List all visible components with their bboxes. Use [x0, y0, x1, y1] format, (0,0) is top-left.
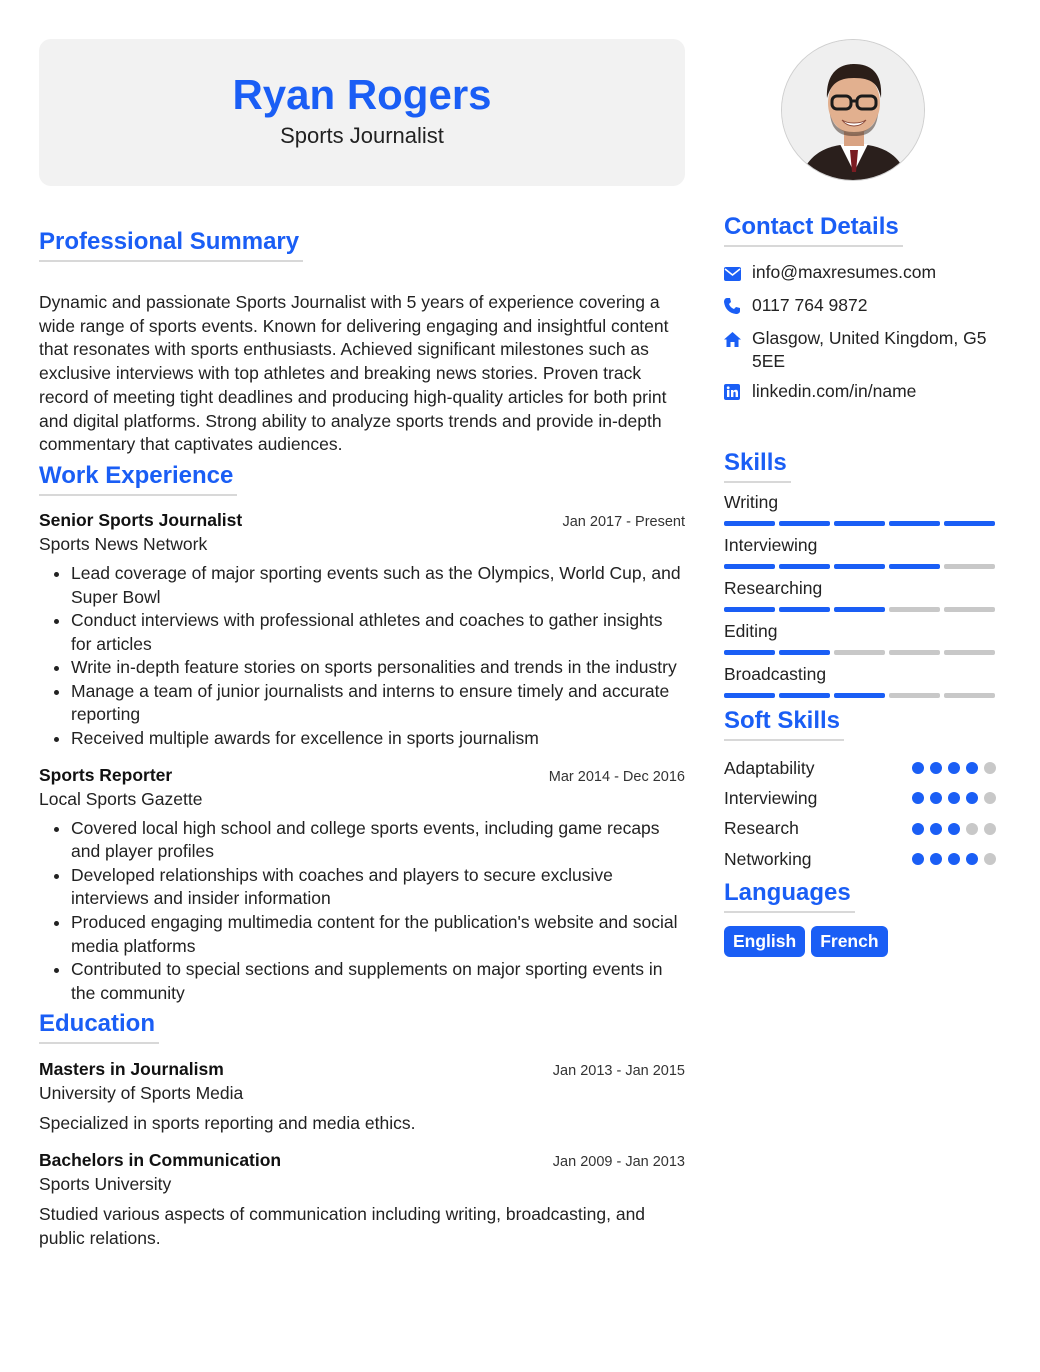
- candidate-name: Ryan Rogers: [232, 71, 492, 118]
- soft-skill-name: Adaptability: [724, 757, 815, 778]
- skill-item: [724, 534, 1004, 569]
- rating-dot: [984, 762, 996, 774]
- rating-dot: [930, 762, 942, 774]
- soft-skill-item: [724, 844, 1004, 874]
- job-bullet: • Lead coverage of major sporting events such as the Olympics, World Cup, and Super Bowl: [71, 562, 685, 609]
- skill-level-segment: [834, 693, 885, 698]
- skill-level-segment: [944, 564, 995, 569]
- skill-name: Broadcasting: [724, 664, 827, 684]
- education-degree: Bachelors in Communication: [39, 1150, 282, 1171]
- job-bullet: • Contributed to special sections and supplements on major sporting events in the community: [71, 958, 685, 1005]
- skill-level-segment: [889, 521, 940, 526]
- language-chip: English: [724, 926, 805, 957]
- skill-level-segment: [834, 564, 885, 569]
- skill-name: Editing: [724, 621, 778, 641]
- skill-level-segment: [779, 650, 830, 655]
- rating-dot: [966, 823, 978, 835]
- rating-dot: [984, 792, 996, 804]
- envelope-icon: [724, 261, 752, 287]
- soft-skill-item: [724, 814, 1004, 844]
- job-bullet: • Conduct interviews with professional athletes and coaches to gather insights for articles: [71, 609, 685, 656]
- job-bullet: • Received multiple awards for excellence in sports journalism: [71, 727, 685, 751]
- skill-name: Researching: [724, 578, 823, 598]
- skill-level-segment: [944, 650, 995, 655]
- education-dates: Jan 2013 - Jan 2015: [552, 1063, 685, 1080]
- rating-dot: [948, 853, 960, 865]
- job-role: Senior Sports Journalist: [39, 509, 243, 530]
- education-entry: [39, 1057, 685, 1135]
- contact-linkedin-text: linkedin.com/in/name: [752, 381, 917, 401]
- person-illustration: [782, 40, 925, 181]
- soft-skill-rating: [912, 823, 1002, 835]
- skill-level-segment: [724, 521, 775, 526]
- skill-level-bar: [724, 650, 1004, 655]
- job-organization: Local Sports Gazette: [39, 788, 203, 809]
- skill-level-segment: [834, 650, 885, 655]
- skill-level-segment: [889, 650, 940, 655]
- soft-skills-list: [724, 753, 1004, 874]
- skill-level-segment: [724, 650, 775, 655]
- job-role: Sports Reporter: [39, 764, 173, 785]
- phone-icon: [724, 294, 752, 320]
- rating-dot: [930, 823, 942, 835]
- soft-skills-heading: Soft Skills: [724, 706, 844, 741]
- skill-level-segment: [944, 521, 995, 526]
- skill-level-segment: [834, 607, 885, 612]
- skill-level-segment: [889, 564, 940, 569]
- rating-dot: [966, 792, 978, 804]
- rating-dot: [912, 823, 924, 835]
- language-chip: French: [811, 926, 887, 957]
- soft-skill-item: [724, 753, 1004, 783]
- skill-level-segment: [724, 607, 775, 612]
- skill-level-segment: [779, 521, 830, 526]
- education-description: Specialized in sports reporting and media ethics.: [39, 1113, 416, 1134]
- soft-skill-rating: [912, 762, 1002, 774]
- rating-dot: [912, 762, 924, 774]
- contact-linkedin: [724, 380, 1004, 406]
- job-entry: [39, 508, 685, 751]
- contact-address-text: Glasgow, United Kingdom, G5 5EE: [752, 328, 987, 371]
- skill-item: [724, 577, 1004, 612]
- candidate-title: Sports Journalist: [280, 123, 444, 148]
- summary-text: Dynamic and passionate Sports Journalist with 5 years of experience covering a wide range of sports events. Known for delivering engaging and insightful content that resonates with sports enthusiasts. Achieved significant milestones such as exclusive interviews with top athletes and breaking news stories. Proven track record of meeting tight deadlines and producing high-quality articles for both print and digital platforms. Strong ability to analyze sports trends and provide in-depth commentary that captivates audiences.: [39, 292, 669, 455]
- skill-level-segment: [779, 693, 830, 698]
- skill-level-segment: [889, 693, 940, 698]
- rating-dot: [912, 853, 924, 865]
- job-bullet: • Developed relationships with coaches and players to secure exclusive interviews and insider information: [71, 864, 685, 911]
- rating-dot: [984, 853, 996, 865]
- sidebar: [724, 39, 1004, 957]
- skill-level-segment: [779, 564, 830, 569]
- job-bullet: • Covered local high school and college sports events, including game recaps and player profiles: [71, 817, 685, 864]
- soft-skill-rating: [912, 792, 1002, 804]
- contact-email-text: info@maxresumes.com: [752, 262, 937, 282]
- education-dates: Jan 2009 - Jan 2013: [552, 1154, 685, 1171]
- contact-phone-text: 0117 764 9872: [752, 295, 868, 315]
- skill-level-bar: [724, 607, 1004, 612]
- rating-dot: [930, 853, 942, 865]
- job-bullet: • Manage a team of junior journalists and interns to ensure timely and accurate reporting: [71, 680, 685, 727]
- skills-list: [724, 491, 1004, 698]
- skill-item: [724, 663, 1004, 698]
- profile-photo: [781, 39, 925, 181]
- summary-heading: Professional Summary: [39, 227, 303, 262]
- skill-level-bar: [724, 693, 1004, 698]
- skill-name: Interviewing: [724, 535, 818, 555]
- soft-skill-name: Interviewing: [724, 787, 818, 808]
- skill-level-segment: [834, 521, 885, 526]
- contact-list: [724, 261, 1004, 406]
- rating-dot: [948, 762, 960, 774]
- education-description: Studied various aspects of communication including writing, broadcasting, and public relations.: [39, 1204, 646, 1249]
- contact-address: [724, 327, 1004, 373]
- job-bullet: • Write in-depth feature stories on sports personalities and trends in the industry: [71, 656, 685, 680]
- education-school: Sports University: [39, 1174, 172, 1195]
- skill-level-segment: [724, 564, 775, 569]
- education-degree: Masters in Journalism: [39, 1059, 224, 1080]
- job-bullet: • Produced engaging multimedia content for the publication's website and social media platforms: [71, 911, 685, 958]
- skill-level-segment: [944, 607, 995, 612]
- skill-level-bar: [724, 521, 1004, 526]
- job-bullets: [39, 817, 685, 1006]
- job-dates: Mar 2014 - Dec 2016: [548, 768, 685, 785]
- job-organization: Sports News Network: [39, 533, 208, 554]
- rating-dot: [912, 792, 924, 804]
- job-dates: Jan 2017 - Present: [562, 513, 685, 530]
- education-entry: [39, 1148, 685, 1250]
- rating-dot: [966, 762, 978, 774]
- skill-level-segment: [889, 607, 940, 612]
- skill-item: [724, 620, 1004, 655]
- linkedin-icon: [724, 380, 752, 406]
- main-column: [39, 39, 685, 1250]
- soft-skill-name: Research: [724, 818, 799, 839]
- rating-dot: [948, 792, 960, 804]
- languages-list: [724, 926, 1004, 957]
- soft-skill-name: Networking: [724, 848, 812, 869]
- work-heading: Work Experience: [39, 461, 237, 496]
- education-school: University of Sports Media: [39, 1083, 244, 1104]
- rating-dot: [966, 853, 978, 865]
- languages-heading: Languages: [724, 878, 855, 913]
- job-entry: [39, 763, 685, 1006]
- skills-heading: Skills: [724, 448, 791, 483]
- skill-level-segment: [944, 693, 995, 698]
- soft-skill-rating: [912, 853, 1002, 865]
- header-card: [39, 39, 685, 186]
- education-heading: Education: [39, 1009, 159, 1044]
- contact-heading: Contact Details: [724, 212, 903, 247]
- skill-level-segment: [779, 607, 830, 612]
- contact-email: [724, 261, 1004, 287]
- soft-skill-item: [724, 783, 1004, 813]
- rating-dot: [984, 823, 996, 835]
- rating-dot: [930, 792, 942, 804]
- contact-phone: [724, 294, 1004, 320]
- rating-dot: [948, 823, 960, 835]
- skill-name: Writing: [724, 492, 779, 512]
- home-icon: [724, 327, 752, 353]
- skill-item: [724, 491, 1004, 526]
- skill-level-segment: [724, 693, 775, 698]
- skill-level-bar: [724, 564, 1004, 569]
- job-bullets: [39, 562, 685, 751]
